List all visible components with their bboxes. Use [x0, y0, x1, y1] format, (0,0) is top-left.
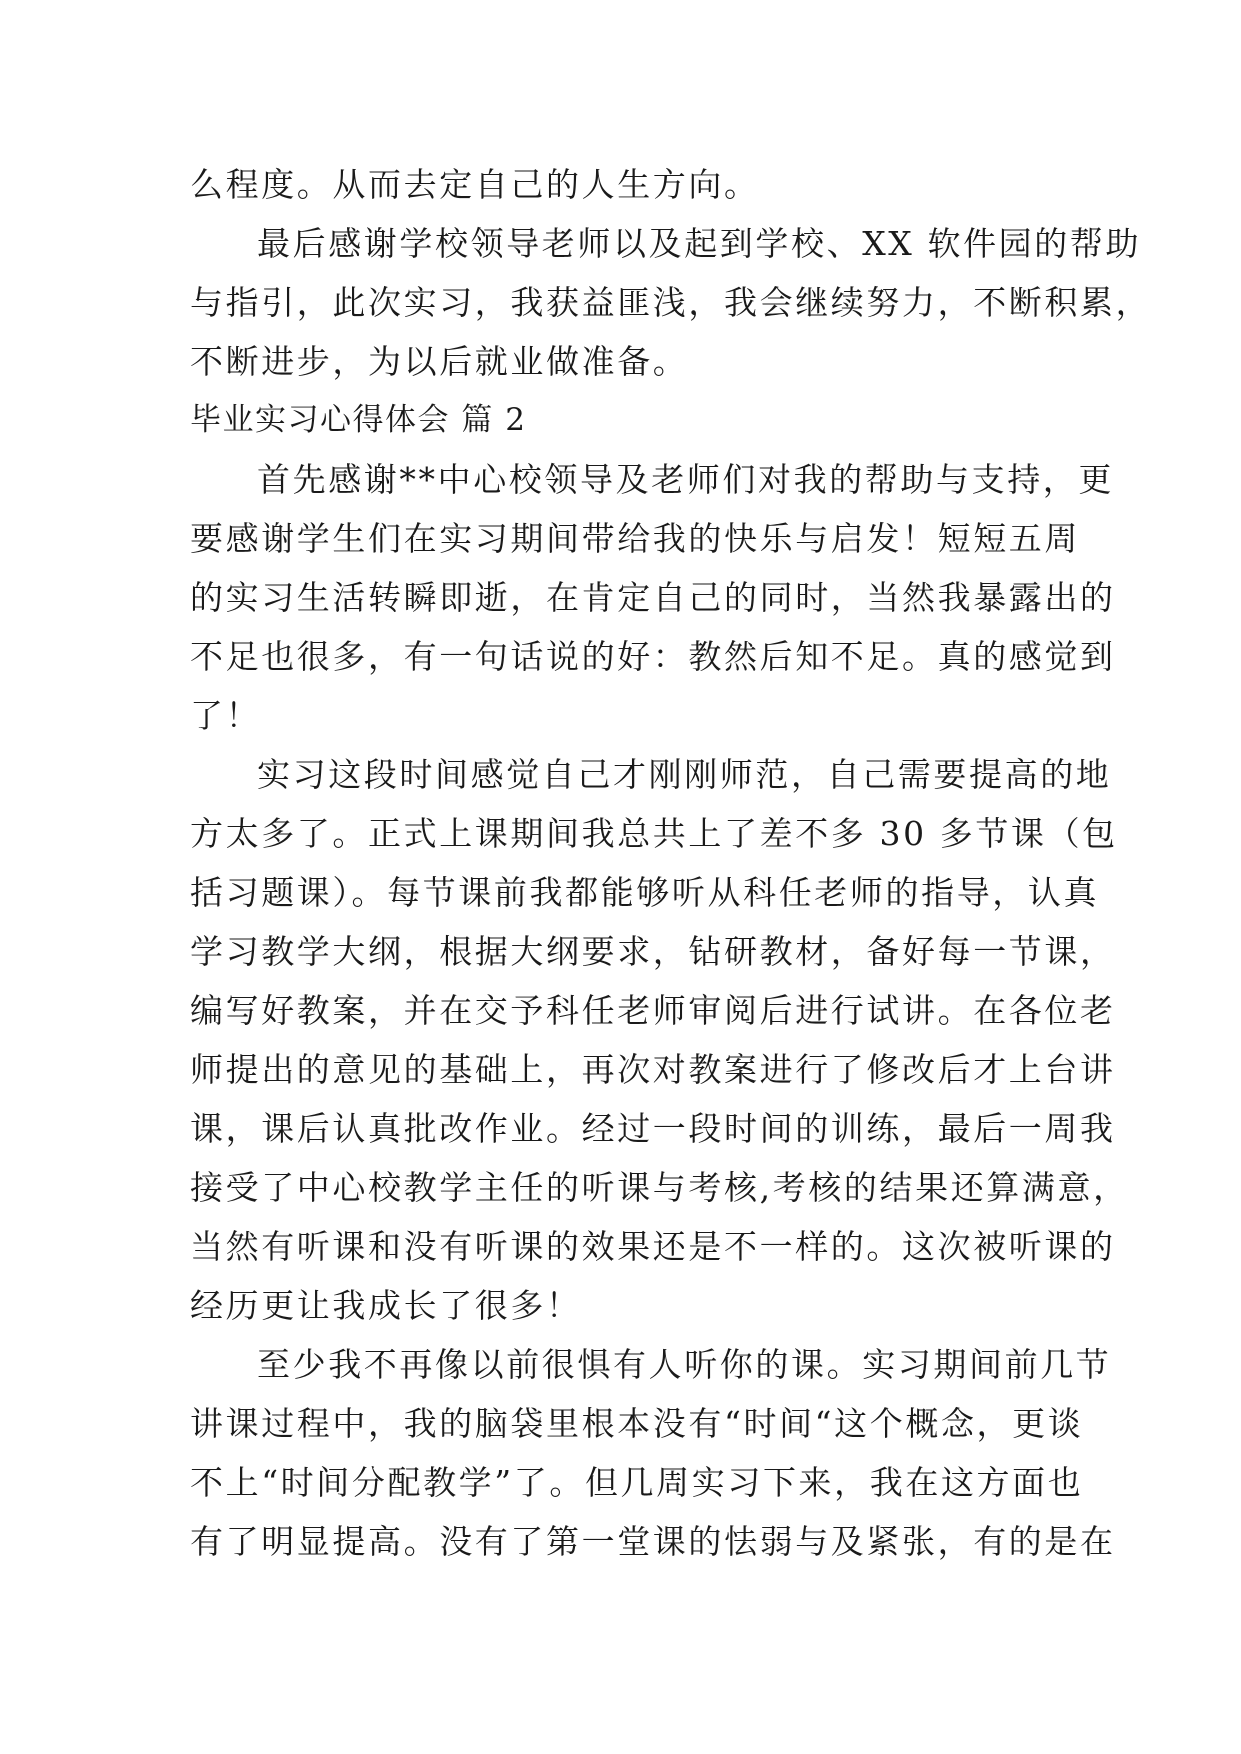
- paragraph-line: 首先感谢**中心校领导及老师们对我的帮助与支持，更: [257, 460, 1114, 499]
- paragraph-line: 不断进步，为以后就业做准备。: [190, 342, 689, 381]
- paragraph-line: 经历更让我成长了很多！: [190, 1286, 582, 1325]
- paragraph-line: 方太多了。正式上课期间我总共上了差不多 30 多节课（包: [190, 814, 1118, 853]
- paragraph-line: 最后感谢学校领导老师以及起到学校、XX 软件园的帮助: [257, 224, 1142, 263]
- paragraph-line: 要感谢学生们在实习期间带给我的快乐与启发！短短五周: [190, 519, 1080, 558]
- paragraph-line: 了！: [190, 696, 262, 735]
- paragraph-line: 不足也很多，有一句话说的好：教然后知不足。真的感觉到: [190, 637, 1116, 676]
- paragraph-line: 的实习生活转瞬即逝，在肯定自己的同时，当然我暴露出的: [190, 578, 1116, 617]
- paragraph-line: 么程度。从而去定自己的人生方向。: [190, 165, 760, 204]
- document-body: [190, 155, 1152, 1571]
- paragraph-line: 编写好教案，并在交予科任老师审阅后进行试讲。在各位老: [190, 991, 1116, 1030]
- paragraph-line: 师提出的意见的基础上，再次对教案进行了修改后才上台讲: [190, 1050, 1116, 1089]
- paragraph-line: 讲课过程中，我的脑袋里根本没有“时间“这个概念，更谈: [190, 1404, 1084, 1443]
- paragraph-line: 实习这段时间感觉自己才刚刚师范，自己需要提高的地: [257, 755, 1112, 794]
- paragraph-line: 当然有听课和没有听课的效果还是不一样的。这次被听课的: [190, 1227, 1116, 1266]
- section-heading: 毕业实习心得体会 篇 2: [190, 402, 527, 438]
- paragraph-line: 接受了中心校教学主任的听课与考核,考核的结果还算满意，: [190, 1168, 1129, 1207]
- paragraph-line: 至少我不再像以前很惧有人听你的课。实习期间前几节: [257, 1345, 1112, 1384]
- paragraph-line: 有了明显提高。没有了第一堂课的怯弱与及紧张，有的是在: [190, 1522, 1116, 1561]
- paragraph-line: 课，课后认真批改作业。经过一段时间的训练，最后一周我: [190, 1109, 1116, 1148]
- paragraph-line: 不上“时间分配教学”了。但几周实习下来，我在这方面也: [190, 1463, 1084, 1502]
- paragraph-line: 与指引，此次实习，我获益匪浅，我会继续努力，不断积累，: [190, 283, 1152, 322]
- paragraph-line: 学习教学大纲，根据大纲要求，钻研教材，备好每一节课，: [190, 932, 1116, 971]
- paragraph-line: 括习题课）。每节课前我都能够听从科任老师的指导，认真: [190, 873, 1100, 912]
